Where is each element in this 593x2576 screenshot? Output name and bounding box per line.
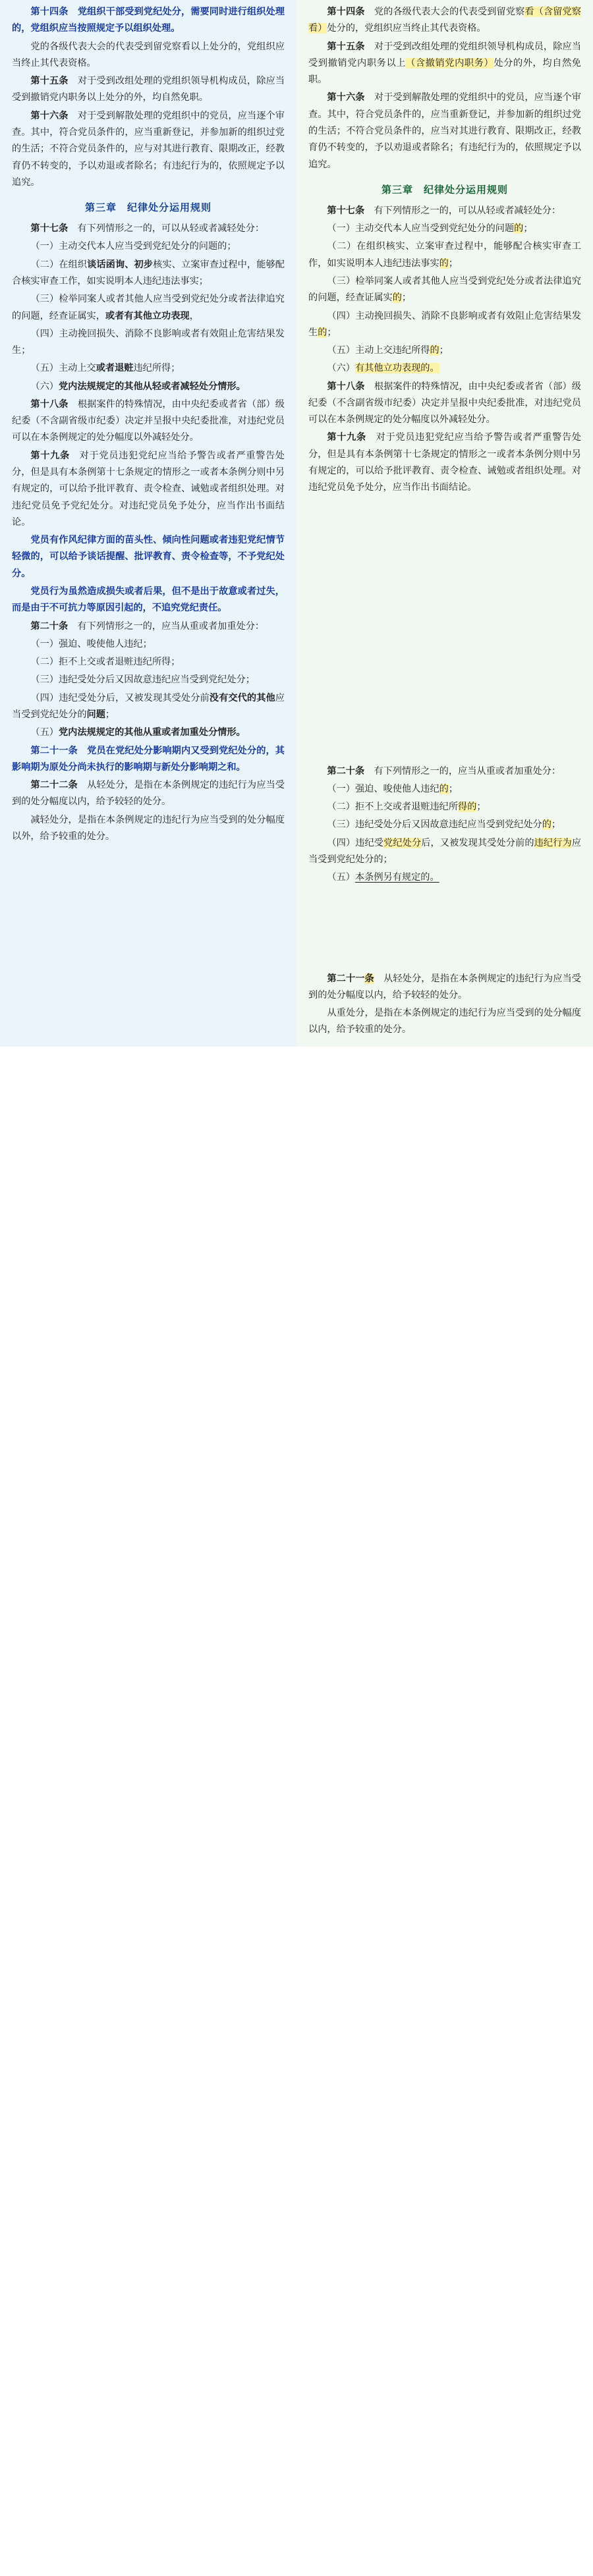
paragraph-article-20-new: 第二十条 有下列情形之一的，应当从重或者加重处分： — [327, 765, 561, 777]
layout-spacer — [308, 921, 581, 937]
paragraph-article-20-new-item-4: （四）违纪受党纪处分后，又被发现其受处分前的违纪行为应当受到党纪处分的； — [308, 837, 581, 865]
layout-spacer — [308, 614, 581, 630]
layout-spacer — [308, 581, 581, 597]
paragraph-article-17-new: 第十七条 有下列情形之一的，可以从轻或者减轻处分： — [327, 205, 561, 216]
paragraph-article-17-old-item-1: （一）主动交代本人应当受到党纪处分的问题的； — [30, 241, 237, 252]
paragraph-article-17-old-item-6: （六）党内法规规定的其他从轻或者减轻处分情形。 — [30, 381, 246, 392]
layout-spacer — [308, 597, 581, 614]
paragraph-article-21-new-2: 从重处分，是指在本条例规定的违纪行为应当受到的处分幅度以内，给予较重的处分。 — [308, 1008, 581, 1035]
paragraph-article-20-new-item-1: （一）强迫、唆使他人违纪的； — [327, 783, 459, 794]
paragraph-article-17-new-item-6: （六）有其他立功表现的。 — [327, 363, 439, 374]
paragraph-article-22-old-2: 减轻处分，是指在本条例规定的违纪行为应当受到的处分幅度以外，给予较重的处分。 — [12, 814, 285, 842]
paragraph-article-17-old: 第十七条 有下列情形之一的，可以从轻或者减轻处分： — [30, 223, 265, 234]
paragraph-article-16-old: 第十六条 对于受到解散处理的党组织中的党员，应当逐个审查。其中，符合党员条件的，应当重新登记，并参加新的组织过党的生活；不符合党员条件的，应与对其进行教育、限期改正，经教育仍不转变的，予以劝退或者除名；有违纪行为的，依照规定予以追究。 — [12, 110, 285, 188]
paragraph-article-20-old-item-2: （二）拒不上交或者退赃违纪所得； — [30, 657, 181, 668]
paragraph-article-14-old-2: 党的各级代表大会的代表受到留党察看以上处分的，党组织应当终止其代表资格。 — [12, 41, 285, 69]
paragraph-article-17-new-item-1: （一）主动交代本人应当受到党纪处分的问题的； — [327, 223, 533, 234]
paragraph-article-20-old-item-1: （一）强迫、唆使他人违纪； — [30, 638, 152, 649]
layout-spacer — [308, 904, 581, 921]
paragraph-article-17-old-item-5: （五）主动上交或者退赃违纪所得； — [30, 363, 181, 374]
paragraph-article-17-new-item-2: （二）在组织核实、立案审查过程中，能够配合核实审查工作，如实说明本人违纪违法事实的； — [308, 241, 581, 269]
paragraph-article-20-new-item-5: （五）本条例另有规定的。 — [327, 872, 439, 883]
chapter-heading-3-old: 第三章 纪律处分运用规则 — [84, 202, 212, 214]
layout-spacer — [308, 547, 581, 564]
layout-spacer — [308, 630, 581, 647]
layout-spacer — [308, 531, 581, 547]
paragraph-article-17-old-item-3: （三）检举同案人或者其他人应当受到党纪处分或者法律追究的问题，经查证属实，或者有其他立功表现， — [12, 294, 285, 321]
chapter-heading-3-new: 第三章 纪律处分运用规则 — [381, 184, 508, 196]
paragraph-article-20-old-item-5: （五）党内法规规定的其他从重或者加重处分情形。 — [30, 727, 246, 738]
paragraph-article-21-old: 第二十一条 党员在党纪处分影响期内又受到党纪处分的，其影响期为原处分尚未执行的影响期与新处分影响期之和。 — [12, 745, 285, 773]
layout-spacer — [308, 564, 581, 580]
paragraph-article-21-new: 第二十一条 从轻处分，是指在本条例规定的违纪行为应当受到的处分幅度以内，给予较轻的处分。 — [308, 973, 581, 1000]
paragraph-article-17-new-item-4: （四）主动挽回损失、消除不良影响或者有效阻止危害结果发生的； — [308, 310, 581, 338]
layout-spacer — [308, 730, 581, 746]
layout-spacer — [308, 514, 581, 531]
paragraph-article-18-old: 第十八条 根据案件的特殊情况，由中央纪委或者省（部）级纪委（不含副省级市纪委）决定并呈报中央纪委批准，对违纪党员可以在本条例规定的处分幅度以外减轻处分。 — [12, 398, 285, 443]
paragraph-article-22-old: 第二十二条 从轻处分，是指在本条例规定的违纪行为应当受到的处分幅度以内，给予较轻的处分。 — [12, 780, 285, 808]
layout-spacer — [308, 498, 581, 514]
layout-spacer — [308, 937, 581, 954]
two-column-comparison — [0, 0, 593, 1047]
paragraph-article-19-old-2: 党员有作风纪律方面的苗头性、倾向性问题或者违犯党纪情节轻微的，可以给予谈话提醒、批评教育、责令检查等，不予党纪处分。 — [12, 535, 285, 579]
paragraph-article-17-new-item-3: （三）检举同案人或者其他人应当受到党纪处分或者法律追究的问题，经查证属实的； — [308, 275, 581, 304]
paragraph-article-20-new-item-3: （三）违纪受处分后又因故意违纪应当受到党纪处分的； — [327, 819, 561, 831]
right-column-new-regulation — [296, 0, 593, 1047]
paragraph-article-17-old-item-4: （四）主动挽回损失、消除不良影响或者有效阻止危害结果发生； — [12, 328, 285, 356]
left-column-old-regulation — [0, 0, 296, 1047]
layout-spacer — [308, 888, 581, 904]
layout-spacer — [308, 713, 581, 730]
paragraph-article-20-new-item-2: （二）拒不上交或者退赃违纪所得的； — [327, 802, 486, 813]
paragraph-article-20-old: 第二十条 有下列情形之一的，应当从重或者加重处分： — [30, 620, 265, 632]
paragraph-article-16-new: 第十六条 对于受到解散处理的党组织中的党员，应当逐个审查。其中，符合党员条件的，应当重新登记，并参加新的组织过党的生活；不符合党员条件的，应当对其进行教育、限期改正，经教育仍不转变的，予以劝退或者除名；有违纪行为的，依照规定予以追究。 — [308, 92, 581, 170]
paragraph-article-20-old-item-3: （三）违纪受处分后又因故意违纪应当受到党纪处分； — [30, 674, 255, 686]
layout-spacer — [308, 680, 581, 697]
layout-spacer — [308, 954, 581, 970]
paragraph-article-20-old-item-4: （四）违纪受处分后，又被发现其受处分前没有交代的其他应当受到党纪处分的问题； — [12, 692, 285, 720]
paragraph-article-19-old: 第十九条 对于党员违犯党纪应当给予警告或者严重警告处分，但是具有本条例第十七条规定的情形之一或者本条例分则中另有规定的，可以给予批评教育、责令检查、诫勉或者组织处理。对违纪党员免予党纪处分。对违纪党员免予处分，应当作出书面结论。 — [12, 450, 285, 528]
layout-spacer — [308, 647, 581, 663]
paragraph-article-18-new: 第十八条 根据案件的特殊情况，由中央纪委或者省（部）级纪委（不含副省级市纪委）决定并呈报中央纪委批准，对违纪党员可以在本条例规定的处分幅度以外减轻处分。 — [308, 381, 581, 425]
layout-spacer — [308, 697, 581, 713]
paragraph-article-17-old-item-2: （二）在组织谈话函询、初步核实、立案审查过程中，能够配合核实审查工作，如实说明本人违纪违法事实； — [12, 259, 285, 287]
layout-spacer — [308, 663, 581, 680]
paragraph-article-19-new: 第十九条 对于党员违犯党纪应当给予警告或者严重警告处分，但是具有本条例第十七条规定的情形之一或者本条例分则中另有规定的，可以给予批评教育、责令检查、诫勉或者组织处理。对违纪党员免予处分，应当作出书面结论。 — [308, 432, 581, 493]
paragraph-article-17-new-item-5: （五）主动上交违纪所得的； — [327, 345, 449, 356]
paragraph-article-15-old: 第十五条 对于受到改组处理的党组织领导机构成员，除应当受到撤销党内职务以上处分的外，均自然免职。 — [12, 76, 285, 103]
paragraph-article-15-new: 第十五条 对于受到改组处理的党组织领导机构成员，除应当受到撤销党内职务以上（含撤销党内职务）处分的外，均自然免职。 — [308, 41, 581, 86]
paragraph-article-14-old: 第十四条 党组织干部受到党纪处分，需要同时进行组织处理的，党组织应当按照规定予以组织处理。 — [12, 7, 285, 34]
paragraph-article-14-new: 第十四条 党的各级代表大会的代表受到留党察看（含留党察看）处分的，党组织应当终止其代表资格。 — [308, 7, 581, 34]
paragraph-article-19-old-3: 党员行为虽然造成损失或者后果，但不是出于故意或者过失，而是由于不可抗力等原因引起的，不追究党纪责任。 — [12, 586, 285, 614]
layout-spacer — [308, 746, 581, 763]
